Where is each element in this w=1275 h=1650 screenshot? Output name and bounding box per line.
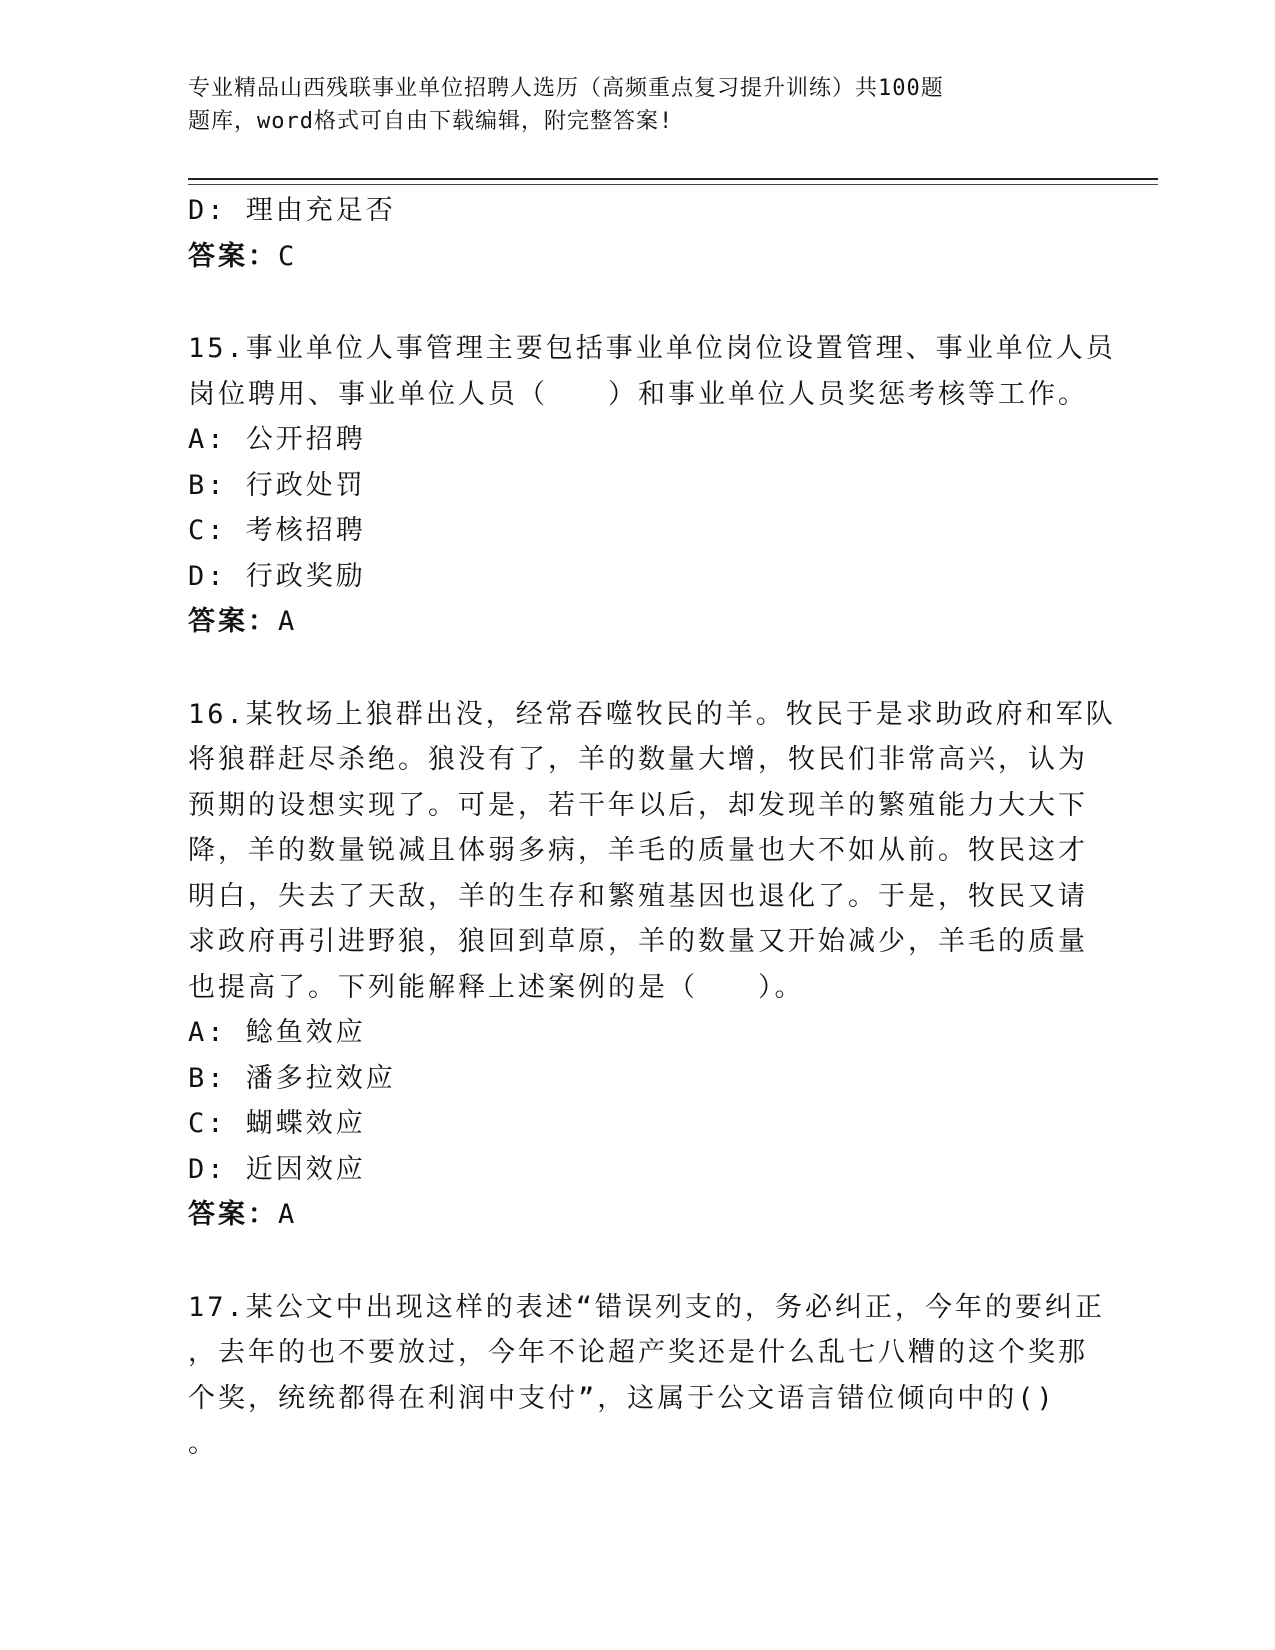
document-header [188,72,1068,138]
question-stem-line: 降，羊的数量锐减且体弱多病，羊毛的质量也大不如从前。牧民这才 [188,835,1088,866]
option-d: D: 近因效应 [188,1153,366,1185]
question-stem-line: 预期的设想实现了。可是，若干年以后，却发现羊的繁殖能力大大下 [188,789,1088,821]
spacer [188,645,1088,692]
question-stem-line: 17.某公文中出现这样的表述“错误列支的，务必纠正，今年的要纠正 [188,1291,1106,1323]
question-stem-line: 岗位聘用、事业单位人员（ ）和事业单位人员奖惩考核等工作。 [188,378,1088,410]
header-line-1: 专业精品山西残联事业单位招聘人选历（高频重点复习提升训练）共100题 [188,76,944,101]
answer-value: C [278,240,298,272]
option-c: C: 考核招聘 [188,515,366,546]
question-stem-line: ，去年的也不要放过，今年不论超产奖还是什么乱七八糟的这个奖那 [188,1337,1088,1368]
question-stem-line: 明白，失去了天敌，羊的生存和繁殖基因也退化了。于是，牧民又请 [188,880,1088,912]
header-divider-thick [188,178,1158,180]
header-line-2: 题库，word格式可自由下载编辑，附完整答案! [188,109,674,134]
option-b: B: 潘多拉效应 [188,1062,396,1094]
answer-label: 答案： [188,1199,278,1230]
question-stem-line: 也提高了。下列能解释上述案例的是（ ）。 [188,971,805,1003]
question-stem-line: 个奖，统统都得在利润中支付”，这属于公文语言错位倾向中的() [188,1382,1056,1414]
question-17 [188,1285,1106,1467]
document-body [188,188,1116,1467]
option-a: A: 鲶鱼效应 [188,1017,366,1048]
answer-value: A [278,606,298,637]
answer-label: 答案： [188,606,278,637]
question-16 [188,692,1116,1238]
question-stem-line: 15.事业单位人事管理主要包括事业单位岗位设置管理、事业单位人员 [188,333,1116,364]
question-stem-line: 16.某牧场上狼群出没，经常吞噬牧民的羊。牧民于是求助政府和军队 [188,698,1116,730]
option-d: D: 行政奖励 [188,560,366,592]
option-d: D: 理由充足否 [188,195,396,226]
answer-line [188,234,1088,280]
header-divider-thin [188,184,1158,185]
option-c: C: 蝴蝶效应 [188,1108,366,1139]
answer-line [188,1192,1088,1238]
option-b: B: 行政处罚 [188,469,366,501]
question-15 [188,326,1116,645]
spacer [188,279,1088,326]
answer-label: 答案： [188,240,278,272]
question-stem-line: 将狼群赶尽杀绝。狼没有了，羊的数量大增，牧民们非常高兴，认为 [188,744,1088,775]
answer-line [188,599,1088,645]
question-stem-line: 。 [188,1428,218,1459]
question-stem-line: 求政府再引进野狼，狼回到草原，羊的数量又开始减少，羊毛的质量 [188,926,1088,957]
prev-question [188,188,1088,279]
spacer [188,1238,1088,1285]
answer-value: A [278,1199,298,1230]
option-a: A: 公开招聘 [188,424,366,455]
